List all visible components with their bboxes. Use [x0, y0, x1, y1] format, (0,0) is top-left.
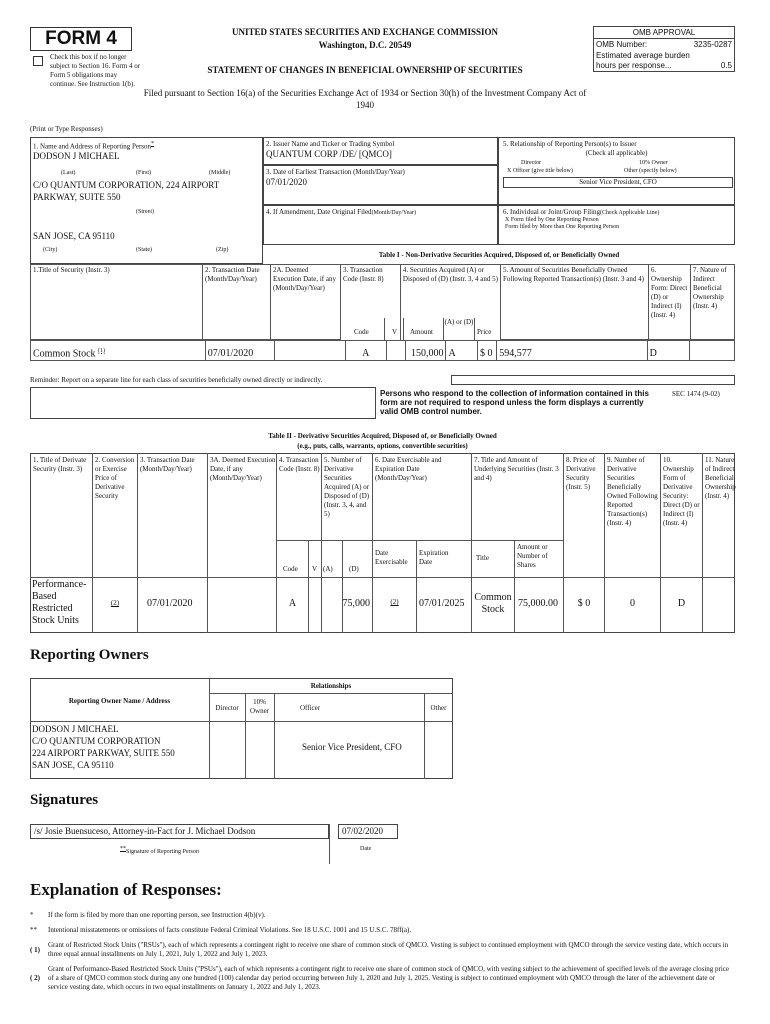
statement-title: STATEMENT OF CHANGES IN BENEFICIAL OWNERSHIP OF SECURITIES	[207, 65, 523, 75]
t2-t-amount: Amount or Number of Shares	[517, 543, 548, 569]
t2-row-price: $ 0	[577, 598, 591, 609]
box-filing	[498, 205, 735, 245]
t2-v: V	[312, 565, 318, 573]
agency-city: Washington, D.C. 20549	[318, 40, 412, 50]
print-note: (Print or Type Responses)	[30, 125, 103, 133]
reporting-person-name: DODSON J MICHAEL	[33, 151, 120, 162]
reporting-person-address: C/O QUANTUM CORPORATION, 224 AIRPORT PARKWAY, SUITE 550	[33, 180, 220, 202]
t1-row-code: A	[345, 341, 386, 361]
explanation-mark: ( 1)	[30, 945, 40, 954]
t2-row-expiration: 07/01/2025	[419, 598, 465, 609]
label-street: (Street)	[136, 209, 154, 215]
t2-h5: 5. Number of Derivative Securities Acquired (A) or Disposed of (D) (Instr. 3, 4, and 5)	[324, 456, 370, 518]
box-amendment	[263, 205, 498, 245]
sec-code: SEC 1474 (9-02)	[672, 390, 720, 398]
label-1: 1. Name and Address of Reporting Person	[33, 142, 152, 151]
owners-row-addr2: 224 AIRPORT PARKWAY, SUITE 550	[32, 748, 175, 758]
label-city: (City)	[43, 247, 58, 253]
list-item	[30, 965, 735, 992]
t2-h4: 4. Transaction Code (Instr. 8)	[279, 456, 320, 473]
t2-h3a: 3A. Deemed Execution Date, if any (Month/Day/Year)	[210, 456, 276, 482]
box-issuer	[263, 137, 498, 165]
reminder-box	[451, 375, 735, 385]
t1-amount: Amount	[410, 328, 433, 336]
rel-officer-x: X	[507, 168, 512, 174]
table2-title: Table II - Derivative Securities Acquired, Disposed of, or Beneficially Owned	[268, 432, 497, 440]
explanation-text: Grant of Restricted Stock Units ("RSUs"), each of which represents a contingent right to receive one share of common stock of QMCO. Vesting is subject to continued employment with QMCO through the service vesting date, which occurs in three equal annual installments on July 1, 2021, July 1, 2022 and July 1, 2023.	[48, 941, 729, 958]
label-6-small: (Check Applicable Line)	[600, 210, 660, 216]
t1-h2: 2. Transaction Date (Month/Day/Year)	[203, 265, 271, 340]
signature-date-label: Date	[360, 846, 372, 852]
label-4: 4. If Amendment, Date Original Filed	[266, 208, 372, 216]
t1-code: Code	[354, 328, 369, 336]
owners-relationships: Relationships	[310, 682, 352, 690]
t2-h3: 3. Transaction Date (Month/Day/Year)	[140, 456, 195, 473]
t2-exercisable: Date Exercisable	[375, 549, 408, 566]
t1-title: Common Stock	[33, 348, 96, 359]
t1-date: 07/01/2020	[205, 341, 274, 361]
filing-x: X	[505, 217, 510, 223]
rel-director: Director	[521, 160, 541, 166]
label-3: 3. Date of Earliest Transaction (Month/Day/Year)	[266, 168, 405, 176]
omb-number: 3235-0287	[693, 40, 732, 49]
form-label: FORM 4	[30, 27, 132, 51]
box-earliest-date	[263, 165, 498, 205]
t2-h8: 8. Price of Derivative Security (Instr. 5)	[566, 456, 596, 491]
t1-row-form: D	[647, 341, 690, 361]
t2-h7: 7. Title and Amount of Underlying Securities (Instr. 3 and 4)	[474, 456, 559, 482]
omb-number-label: OMB Number:	[596, 40, 648, 49]
t2-row-conv[interactable]: (2)	[110, 599, 120, 607]
t1-row-price: $ 0	[477, 341, 496, 361]
t1-row-owned: 594,577	[497, 341, 647, 361]
explanation-list	[30, 911, 735, 992]
t2-d: (D)	[349, 565, 359, 573]
explanation-text: Intentional misstatements or omissions of facts constitute Federal Criminal Violations. See 18 U.S.C. 1001 and 15 U.S.C. 78ff(a).	[48, 926, 412, 934]
label-4-small: (Month/Day/Year)	[371, 210, 416, 216]
check-all: (Check all applicable)	[585, 149, 648, 157]
owners-row-officer: Senior Vice President, CFO	[302, 742, 402, 752]
t1-h2a: 2A. Deemed Execution Date, if any (Month/Day/Year)	[271, 265, 341, 340]
signature-label: **Signature of Reporting Person	[120, 846, 199, 855]
t2-a: (A)	[323, 565, 333, 573]
t1-price: Price	[477, 328, 492, 336]
explanation-text: Grant of Performance-Based Restricted Stock Units ("PSUs"), each of which represents a contingent right to receive one share of common stock of QMCO, with vesting subject to the achievement of specified levels of the average closing price of a share of QMCO common stock during any one hundred (100) calendar day period occurring between July 1, 2020 and July 1, 2025. Vesting is subject to continued employment with QMCO through the later of the achievement date or service vesting date, which occurs in two equal installments on January 1, 2022 and July 1, 2023.	[48, 965, 730, 991]
label-2: 2. Issuer Name and Ticker or Trading Symbol	[266, 140, 395, 148]
table-row	[31, 341, 735, 361]
label-state: (State)	[136, 247, 152, 253]
label-first: (First)	[136, 170, 151, 176]
owners-row-addr1: C/O QUANTUM CORPORATION	[32, 736, 161, 746]
list-item	[30, 911, 735, 920]
issuer-name: QUANTUM CORP /DE/ [QMCO]	[266, 149, 392, 159]
t2-row-u-amount: 75,000.00	[518, 598, 558, 609]
list-item	[30, 926, 735, 935]
t2-row-a: 75,000	[342, 598, 370, 609]
earliest-date: 07/01/2020	[266, 177, 308, 187]
t1-h6: 6. Ownership Form: Direct (D) or Indirect (I) (Instr. 4)	[649, 265, 691, 340]
reporting-owners-heading: Reporting Owners	[30, 647, 149, 663]
table1-title: Table I - Non-Derivative Securities Acquired, Disposed of, or Beneficially Owned	[378, 251, 620, 259]
t2-row-owned: 0	[630, 598, 635, 609]
agency-name: UNITED STATES SECURITIES AND EXCHANGE COMMISSION	[232, 27, 498, 37]
notice-left-box	[30, 387, 376, 419]
box-relationship	[498, 137, 735, 205]
owners-officer: Officer	[300, 704, 321, 712]
t2-row-u-title: Common Stock	[474, 592, 512, 615]
t2-row-form: D	[677, 598, 686, 609]
signature-text: /s/ Josie Buensuceso, Attorney-in-Fact for J. Michael Dodson	[34, 826, 256, 836]
box-reporting-person	[30, 137, 263, 264]
label-last: (Last)	[61, 170, 76, 176]
t2-expiration: Expiration Date	[419, 549, 449, 566]
table1-row	[30, 340, 735, 361]
t1-h5: 5. Amount of Securities Beneficially Owned Following Reported Transaction(s) (Instr. 3 and 4)	[501, 265, 649, 340]
rel-ten-pct: 10% Owner	[639, 160, 668, 166]
owners-ten-pct: 10% Owner	[249, 698, 270, 715]
t2-row-exercisable[interactable]: (2)	[390, 598, 399, 606]
omb-burden-label: Estimated average burden hours per response...	[596, 51, 690, 70]
t1-aord: (A) or (D)	[444, 318, 474, 326]
label-1-star: *	[151, 141, 155, 147]
persons-notice: Persons who respond to the collection of information contained in this form are not required to respond unless the form displays a currently valid OMB control number.	[380, 389, 649, 416]
t1-row-amount: 150,000	[405, 341, 446, 361]
reporting-person-city: SAN JOSE, CA 95110	[33, 231, 115, 241]
owners-director: Director	[215, 704, 239, 712]
table2-subtitle: (e.g., puts, calls, warrants, options, convertible securities)	[297, 442, 468, 450]
owners-col-name: Reporting Owner Name / Address	[68, 697, 171, 705]
no-longer-subject-text: Check this box if no longer subject to Section 16. Form 4 or Form 5 obligations may continue. See Instruction 1(b).	[50, 53, 141, 88]
explanation-heading: Explanation of Responses:	[30, 880, 222, 899]
signature-date: 07/02/2020	[342, 826, 384, 836]
t2-code: Code	[283, 565, 298, 573]
explanation-text: If the form is filed by more than one reporting person, see Instruction 4(b)(v).	[48, 911, 266, 919]
t1-row-aord: A	[446, 341, 477, 361]
t1-fn[interactable]: (1)	[98, 347, 106, 354]
signatures-heading: Signatures	[30, 792, 99, 808]
t1-h1: 1.Title of Security (Instr. 3)	[31, 265, 203, 340]
filing-one: Form filed by One Reporting Person	[510, 217, 599, 223]
t2-h2: 2. Conversion or Exercise Price of Derivative Security	[95, 456, 135, 500]
signature-label-star: **	[120, 846, 126, 852]
rel-officer: Officer (give title below)	[512, 168, 573, 174]
no-longer-subject-checkbox[interactable]	[33, 56, 43, 66]
t2-h9: 9. Number of Derivative Securities Beneficially Owned Following Reported Transaction(s) (Instr. 4)	[607, 456, 658, 527]
t2-row-code: A	[288, 598, 297, 609]
owners-row-addr3: SAN JOSE, CA 95110	[32, 760, 114, 770]
t1-v: V	[392, 328, 398, 336]
t2-h6: 6. Date Exercisable and Expiration Date (Month/Day/Year)	[375, 456, 442, 482]
t2-h1: 1. Title of Derivate Security (Instr. 3)	[33, 456, 87, 473]
rel-title: Senior Vice President, CFO	[503, 177, 733, 188]
reminder-text: Reminder: Report on a separate line for each class of securities beneficially owned directly or indirectly.	[30, 376, 323, 384]
explanation-mark: **	[30, 926, 37, 934]
t2-h11: 11. Nature of Indirect Beneficial Ownership (Instr. 4)	[705, 456, 736, 500]
label-middle: (Middle)	[209, 170, 231, 176]
table1	[30, 264, 735, 340]
omb-approval-box	[593, 26, 735, 72]
omb-burden: 0.5	[720, 61, 732, 70]
list-item	[30, 941, 735, 959]
explanation-mark: *	[30, 911, 34, 919]
label-5: 5. Relationship of Reporting Person(s) to Issuer	[503, 140, 637, 148]
rel-other: Other (specify below)	[624, 168, 677, 174]
t2-h10: 10. Ownership Form of Derivative Security: Direct (D) or Indirect (I) (Instr. 4)	[663, 456, 700, 527]
t2-row-date: 07/01/2020	[147, 598, 193, 609]
omb-title: OMB APPROVAL	[594, 27, 734, 39]
t1-h4: 4. Securities Acquired (A) or Disposed of (D) (Instr. 3, 4 and 5)	[400, 265, 500, 340]
filing-more: Form filed by More than One Reporting Person	[505, 224, 620, 230]
owners-row-name: DODSON J MICHAEL	[32, 724, 119, 734]
t2-row-title: Performance-Based Restricted Stock Units	[32, 579, 87, 626]
label-6: 6. Individual or Joint/Group Filing	[503, 208, 601, 216]
filed-pursuant: Filed pursuant to Section 16(a) of the Securities Exchange Act of 1934 or Section 30(h) of the Investment Company Act of 1940	[143, 88, 587, 110]
explanation-mark: ( 2)	[30, 974, 40, 982]
t1-h7: 7. Nature of Indirect Beneficial Ownership (Instr. 4)	[691, 265, 735, 340]
t2-t-title: Title	[476, 554, 489, 562]
label-zip: (Zip)	[216, 247, 229, 253]
owners-other: Other	[430, 704, 447, 712]
t1-h3: 3. Transaction Code (Instr. 8)	[341, 265, 401, 340]
